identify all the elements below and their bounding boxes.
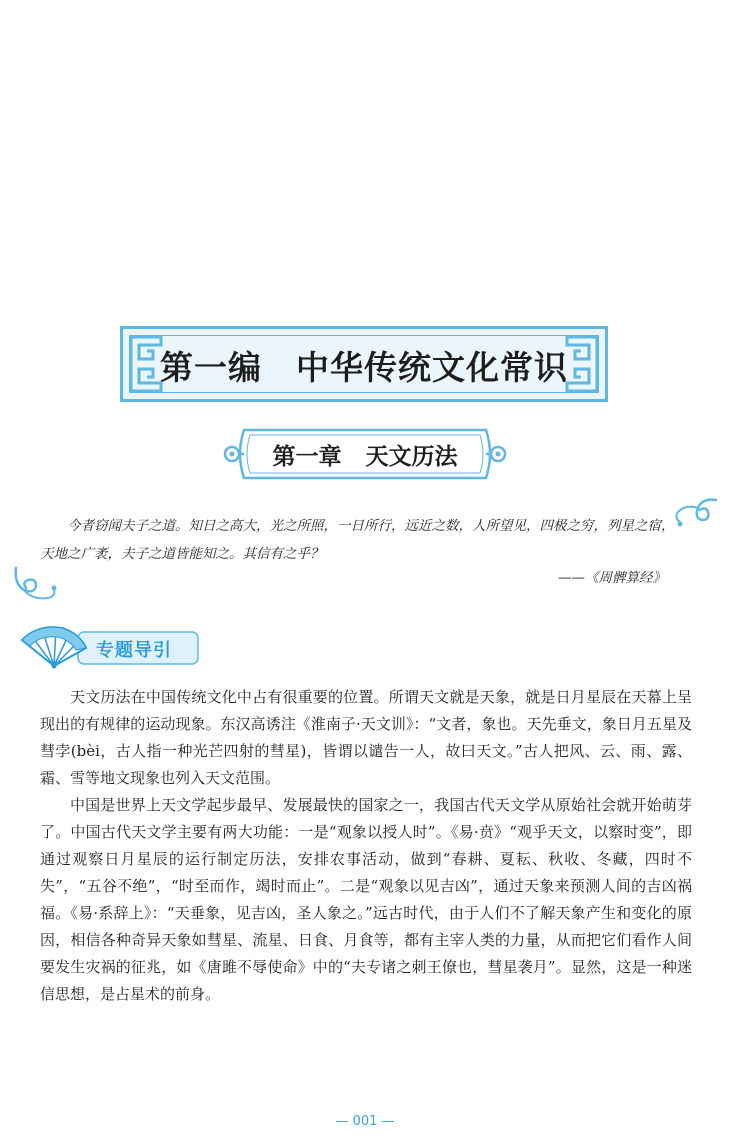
part-number: 第一编 — [160, 348, 262, 387]
cloud-ornament-icon — [12, 566, 58, 606]
part-name: 中华传统文化常识 — [296, 348, 568, 387]
fan-icon — [18, 626, 88, 670]
chapter-title — [222, 438, 508, 471]
body-paragraph-1: 天文历法在中国传统文化中占有很重要的位置。所谓天文就是天象，就是日月星辰在天幕上呈现出的有规律的运动现象。东汉高诱注《淮南子·天文训》：“文者，象也。天先垂文，象日月五星及彗孛(bèi，古人指一种光芒四射的彗星)，皆谓以谴告一人，故曰天文。”古人把风、云、雨、露、霜、雪等地文现象也列入天文范围。 — [40, 688, 692, 787]
part-title — [123, 342, 605, 389]
chapter-number: 第一章 — [272, 444, 342, 470]
epigraph — [40, 512, 680, 568]
chapter-name: 天文历法 — [365, 444, 458, 470]
page-number: — 001 — — [335, 1114, 395, 1129]
chapter-title-frame — [222, 424, 508, 484]
part-title-box — [120, 326, 608, 402]
section-label: 专题导引 — [96, 640, 172, 661]
epigraph-source: ——《周髀算经》 — [558, 570, 666, 586]
epigraph-text: 今者窃闻夫子之道。知日之高大，光之所照，一日所行，远近之数，人所望见，四极之穷，列星之宿，天地之广袤，夫子之道皆能知之。其信有之乎？ — [40, 518, 675, 562]
section-badge — [18, 626, 208, 670]
body-text — [40, 684, 692, 1008]
body-paragraph-2: 中国是世界上天文学起步最早、发展最快的国家之一，我国古代天文学从原始社会就开始萌芽了。中国古代天文学主要有两大功能：一是“观象以授人时”。《易·贲》“观乎天文，以察时变”，即通过观察日月星辰的运行制定历法，安排农事活动，做到“春耕、夏耘、秋收、冬藏，四时不失”，“五谷不绝”，“时至而作，竭时而止”。二是“观象以见吉凶”，通过天象来预测人间的吉凶祸福。《易·系辞上》：“天垂象，见吉凶，圣人象之。”远古时代，由于人们不了解天象产生和变化的原因，相信各种奇异天象如彗星、流星、日食、月食等，都有主宰人类的力量，从而把它们看作人间要发生灾祸的征兆，如《唐雎不辱使命》中的“夫专诸之刺王僚也，彗星袭月”。显然，这是一种迷信思想，是占星术的前身。 — [40, 796, 692, 1003]
